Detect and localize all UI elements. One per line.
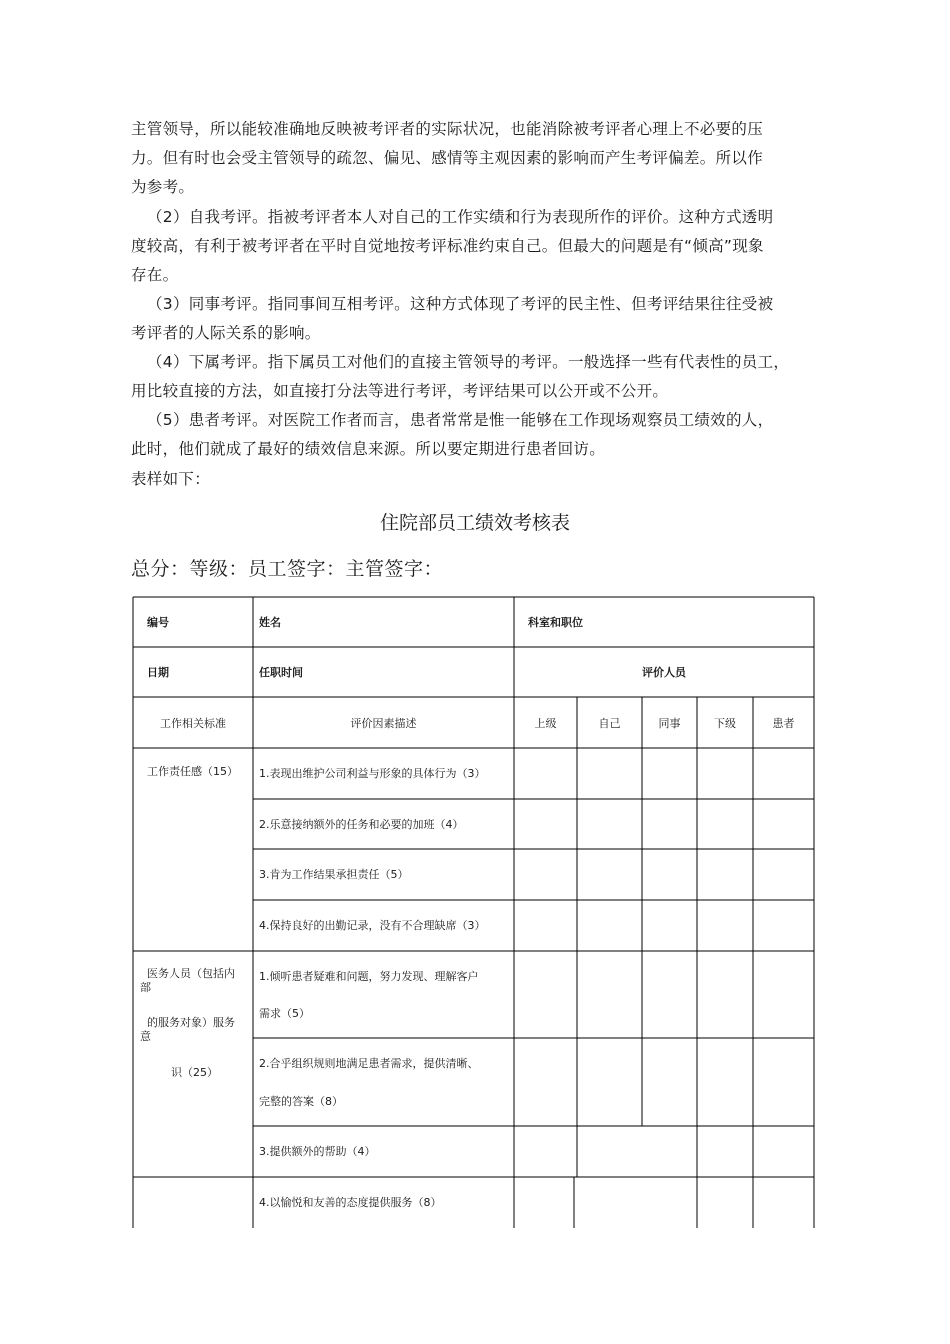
text-line: 表样如下： [131,470,211,488]
factor-item: 4.以愉悦和友善的态度提供服务（8） [259,1196,442,1209]
text-line: 度较高，有利于被考评者在平时自觉地按考评标准约束自己。但最大的问题是有“倾高”现象 [131,237,764,255]
factor-item: 2.乐意接纳额外的任务和必要的加班（4） [259,818,464,831]
tenure-label: 任职时间 [259,666,303,679]
factor-item-line: 2.合乎组织规则地满足患者需求，提供清晰、 [259,1057,479,1070]
factor-item: 1.表现出维护公司利益与形象的具体行为（3） [259,767,486,780]
text-line: 力。但有时也会受主管领导的疏忽、偏见、感情等主观因素的影响而产生考评偏差。所以作 [131,149,764,167]
name-label: 姓名 [259,616,281,629]
text-line: 用比较直接的方法，如直接打分法等进行考评，考评结果可以公开或不公开。 [131,382,669,400]
group-service-line: 医务人员（包括内 [147,967,235,980]
text-line: （4）下属考评。指下属员工对他们的直接主管领导的考评。一般选择一些有代表性的员工， [147,353,790,371]
col-factor: 评价因素描述 [350,717,417,730]
factor-item-line: 1.倾听患者疑难和问题，努力发现、理解客户 [259,970,479,983]
col-standard: 工作相关标准 [160,717,226,730]
col-patient: 患者 [772,717,795,730]
text-line: 主管领导，所以能较准确地反映被考评者的实际状况，也能消除被考评者心理上不必要的压 [131,120,764,138]
dept-label: 科室和职位 [528,616,583,629]
factor-item: 3.肯为工作结果承担责任（5） [259,868,409,881]
col-self: 自己 [598,717,621,730]
text-line: 此时，他们就成了最好的绩效信息来源。所以要定期进行患者回访。 [131,440,606,458]
group-responsibility: 工作责任感（15） [147,765,238,778]
group-service-line: 识（25） [171,1066,218,1079]
id-label: 编号 [147,616,169,629]
factor-item-line: 需求（5） [259,1007,310,1020]
text-line: （5）患者考评。对医院工作者而言，患者常常是惟一能够在工作现场观察员工绩效的人， [147,411,774,429]
text-line: （2）自我考评。指被考评者本人对自己的工作实绩和行为表现所作的评价。这种方式透明 [147,208,774,226]
factor-item: 3.提供额外的帮助（4） [259,1145,376,1158]
date-label: 日期 [147,666,169,679]
col-subordinate: 下级 [714,717,736,730]
text-line: 存在。 [131,266,179,284]
form-summary: 总分：等级：员工签字：主管签字： [131,558,444,580]
form-title: 住院部员工绩效考核表 [379,512,570,534]
group-service-line: 意 [140,1030,151,1043]
factor-item-line: 完整的答案（8） [259,1095,343,1108]
group-service-line: 的服务对象）服务 [147,1016,235,1029]
group-service-line: 部 [140,981,151,994]
evaluators-label: 评价人员 [642,666,686,679]
text-line: 为参考。 [131,178,195,196]
text-line: 考评者的人际关系的影响。 [131,324,321,342]
factor-item: 4.保持良好的出勤记录，没有不合理缺席（3） [259,919,486,932]
text-line: （3）同事考评。指同事间互相考评。这种方式体现了考评的民主性、但考评结果往往受被 [147,295,774,313]
col-peer: 同事 [658,717,681,730]
col-superior: 上级 [534,717,557,730]
